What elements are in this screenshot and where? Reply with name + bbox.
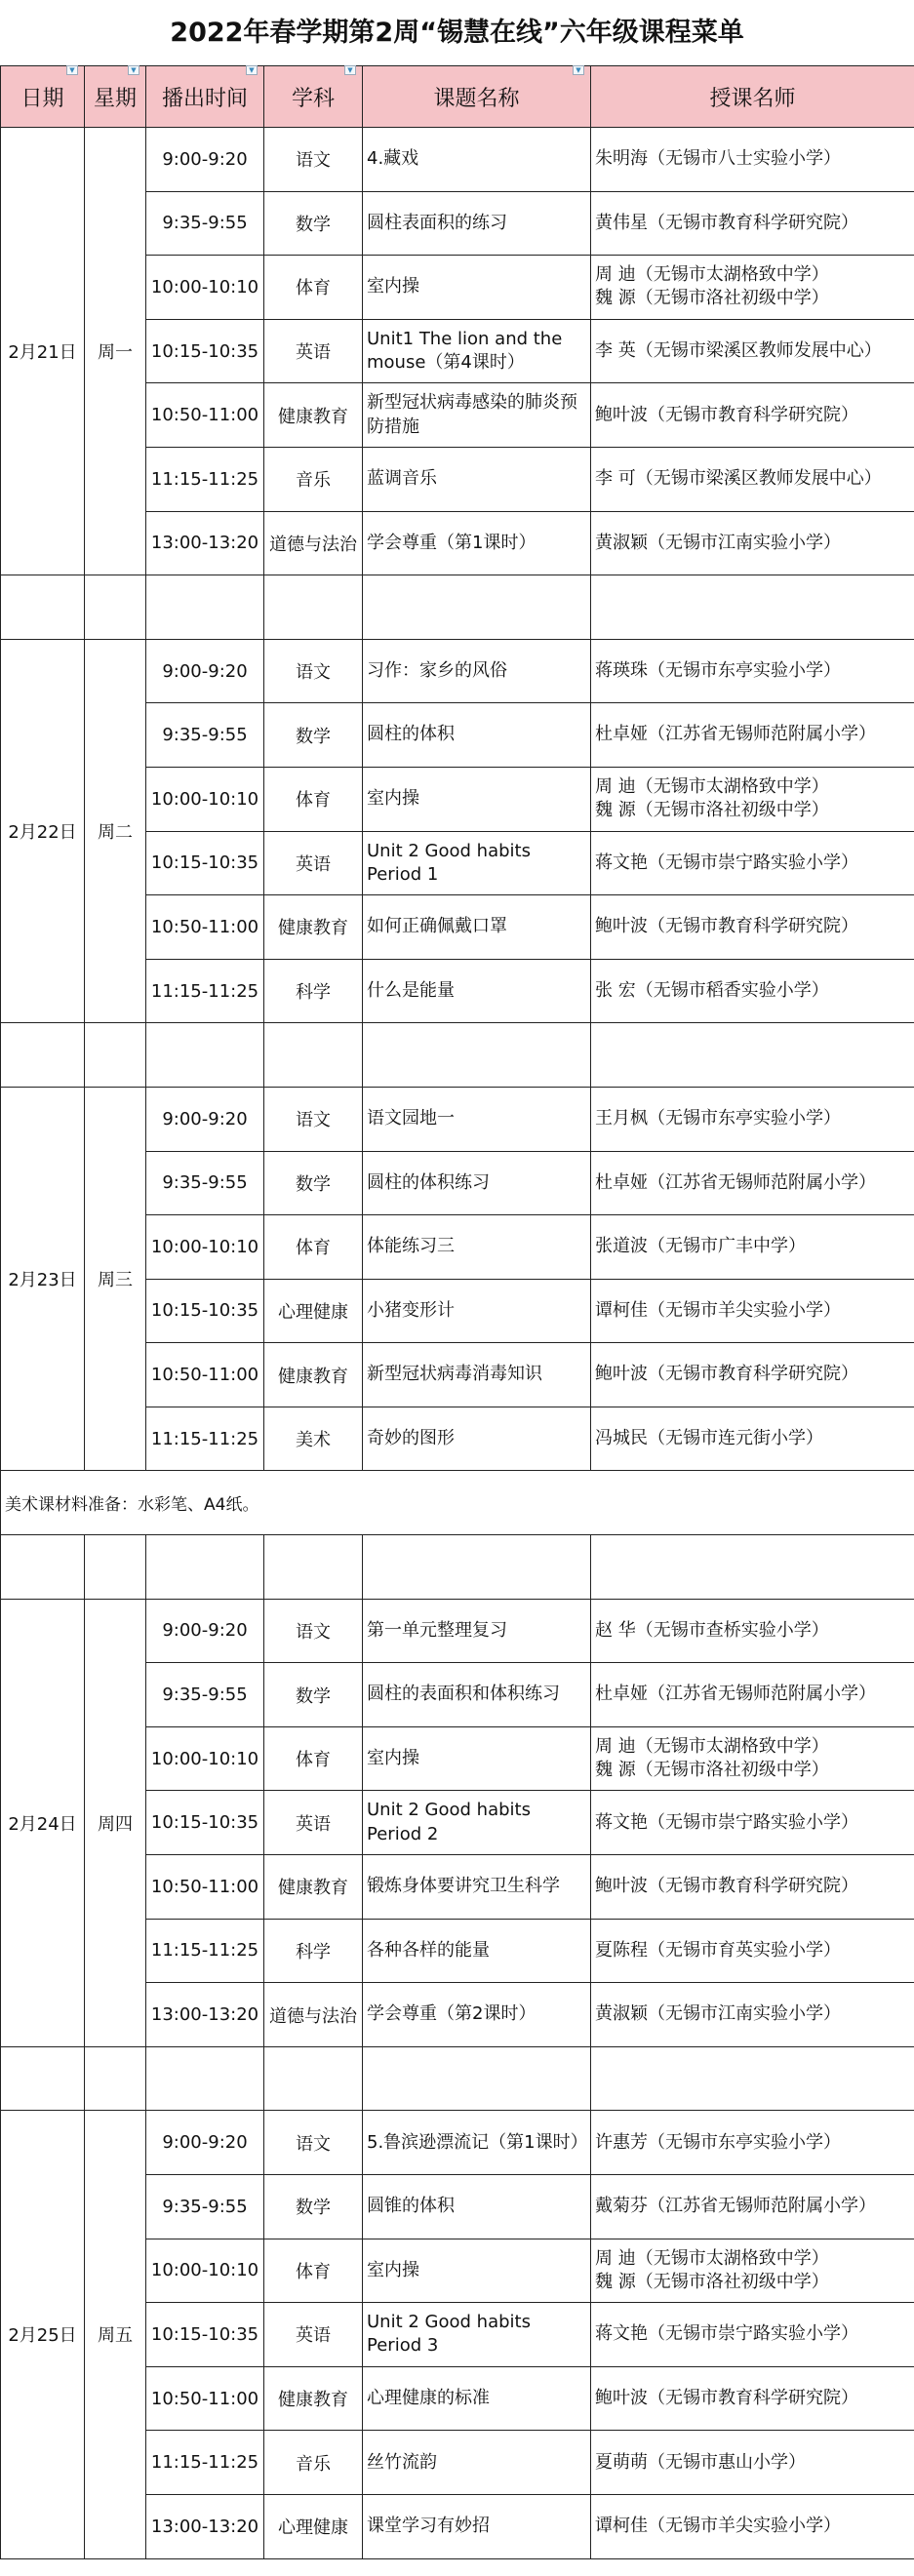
- lesson-row: [1, 1087, 914, 1151]
- topic-cell: 第一单元整理复习: [363, 1599, 591, 1663]
- topic-cell: 室内操: [363, 256, 591, 320]
- lesson-row: [1, 1599, 914, 1663]
- note-row: [1, 1471, 914, 1535]
- time-cell: 10:15-10:35: [146, 2303, 264, 2367]
- filter-dropdown-icon[interactable]: ▼: [66, 65, 78, 75]
- topic-cell: Unit 2 Good habits Period 2: [363, 1791, 591, 1855]
- time-cell: 9:35-9:55: [146, 191, 264, 256]
- header-weekday: [85, 66, 146, 128]
- time-cell: 9:00-9:20: [146, 1599, 264, 1663]
- topic-cell: 圆柱的表面积和体积练习: [363, 1663, 591, 1727]
- teacher-name: 鲍叶波（无锡市教育科学研究院）: [595, 1364, 858, 1385]
- time-cell: 10:00-10:10: [146, 2239, 264, 2303]
- teacher-name: 张 宏（无锡市稻香实验小学）: [595, 979, 829, 1001]
- topic-cell: Unit1 The lion and the mouse（第4课时）: [363, 319, 591, 383]
- header-topic: [363, 66, 591, 128]
- time-cell: 9:00-9:20: [146, 128, 264, 192]
- weekday-cell: 周一: [85, 128, 146, 575]
- blank-separator-row: [1, 2046, 914, 2111]
- teacher-cell: [591, 2239, 914, 2303]
- time-cell: 10:15-10:35: [146, 319, 264, 383]
- teacher-name: 鲍叶波（无锡市教育科学研究院）: [595, 1876, 858, 1897]
- teacher-cell: [591, 2431, 914, 2495]
- blank-separator-row: [1, 1023, 914, 1088]
- teacher-cell: [591, 1983, 914, 2047]
- subject-cell: 体育: [264, 767, 363, 831]
- topic-cell: Unit 2 Good habits Period 3: [363, 2303, 591, 2367]
- empty-cell: [146, 2046, 264, 2111]
- time-cell: 9:00-9:20: [146, 639, 264, 703]
- empty-cell: [264, 1023, 363, 1088]
- time-cell: 10:50-11:00: [146, 1855, 264, 1920]
- time-cell: 10:15-10:35: [146, 1791, 264, 1855]
- schedule-table: [0, 65, 914, 2559]
- weekday-cell: 周四: [85, 1599, 146, 2046]
- teacher-name: 许惠芳（无锡市东亭实验小学）: [595, 2131, 841, 2153]
- empty-cell: [1, 2046, 85, 2111]
- subject-cell: 健康教育: [264, 895, 363, 960]
- topic-cell: 室内操: [363, 767, 591, 831]
- subject-cell: 数学: [264, 191, 363, 256]
- subject-cell: 数学: [264, 1663, 363, 1727]
- page-title: 2022年春学期第2周“锡慧在线”六年级课程菜单: [170, 18, 744, 48]
- header-time-label: 播出时间: [161, 86, 248, 111]
- subject-cell: 语文: [264, 1599, 363, 1663]
- table-header-row: [1, 66, 914, 128]
- teacher-name: 魏 源（无锡市洛社初级中学）: [595, 288, 829, 309]
- header-subject: [264, 66, 363, 128]
- subject-cell: 音乐: [264, 2431, 363, 2495]
- topic-cell: 习作：家乡的风俗: [363, 639, 591, 703]
- topic-cell: 小猪变形计: [363, 1279, 591, 1343]
- teacher-cell: [591, 1343, 914, 1407]
- topic-cell: 语文园地一: [363, 1087, 591, 1151]
- teacher-cell: [591, 1791, 914, 1855]
- topic-cell: 圆柱表面积的练习: [363, 191, 591, 256]
- time-cell: 9:35-9:55: [146, 1151, 264, 1215]
- header-subject-label: 学科: [291, 86, 335, 111]
- topic-cell: 如何正确佩戴口罩: [363, 895, 591, 960]
- teacher-cell: [591, 895, 914, 960]
- teacher-cell: [591, 511, 914, 575]
- art-materials-note: 美术课材料准备：水彩笔、A4纸。: [1, 1471, 914, 1535]
- teacher-name: 鲍叶波（无锡市教育科学研究院）: [595, 2387, 858, 2408]
- teacher-cell: [591, 1215, 914, 1280]
- teacher-cell: [591, 1919, 914, 1983]
- subject-cell: 道德与法治: [264, 511, 363, 575]
- header-time: [146, 66, 264, 128]
- teacher-cell: [591, 639, 914, 703]
- subject-cell: 心理健康: [264, 2494, 363, 2558]
- teacher-cell: [591, 959, 914, 1023]
- schedule-body: [1, 128, 914, 2559]
- blank-separator-row: [1, 575, 914, 640]
- teacher-name: 黄伟星（无锡市教育科学研究院）: [595, 212, 858, 233]
- topic-cell: 室内操: [363, 1726, 591, 1791]
- subject-cell: 科学: [264, 959, 363, 1023]
- teacher-name: 鲍叶波（无锡市教育科学研究院）: [595, 916, 858, 937]
- teacher-cell: [591, 1151, 914, 1215]
- empty-cell: [363, 1535, 591, 1600]
- empty-cell: [1, 1535, 85, 1600]
- teacher-cell: [591, 191, 914, 256]
- topic-cell: 学会尊重（第1课时）: [363, 511, 591, 575]
- time-cell: 10:15-10:35: [146, 831, 264, 895]
- date-cell: 2月23日: [1, 1087, 85, 1471]
- empty-cell: [363, 1023, 591, 1088]
- teacher-cell: [591, 1407, 914, 1471]
- filter-dropdown-icon[interactable]: ▼: [344, 65, 356, 75]
- subject-cell: 语文: [264, 639, 363, 703]
- header-topic-label: 课题名称: [433, 86, 520, 111]
- empty-cell: [363, 575, 591, 640]
- time-cell: 13:00-13:20: [146, 511, 264, 575]
- time-cell: 11:15-11:25: [146, 1919, 264, 1983]
- teacher-cell: [591, 2366, 914, 2431]
- empty-cell: [85, 1535, 146, 1600]
- topic-cell: 蓝调音乐: [363, 447, 591, 511]
- teacher-name: 冯城民（无锡市连元街小学）: [595, 1428, 823, 1449]
- teacher-name: 蒋文艳（无锡市崇宁路实验小学）: [595, 1811, 858, 1833]
- teacher-cell: [591, 2111, 914, 2175]
- teacher-cell: [591, 1726, 914, 1791]
- blank-separator-row: [1, 1535, 914, 1600]
- time-cell: 10:50-11:00: [146, 895, 264, 960]
- weekday-cell: 周三: [85, 1087, 146, 1471]
- date-cell: 2月22日: [1, 639, 85, 1023]
- teacher-name: 周 迪（无锡市太湖格致中学）: [595, 1735, 829, 1757]
- subject-cell: 体育: [264, 1215, 363, 1280]
- topic-cell: 什么是能量: [363, 959, 591, 1023]
- time-cell: 10:50-11:00: [146, 383, 264, 448]
- empty-cell: [264, 2046, 363, 2111]
- filter-dropdown-icon[interactable]: ▼: [573, 65, 584, 75]
- teacher-cell: [591, 319, 914, 383]
- header-weekday-label: 星期: [93, 86, 137, 111]
- teacher-name: 夏陈程（无锡市育英实验小学）: [595, 1939, 841, 1961]
- subject-cell: 英语: [264, 2303, 363, 2367]
- teacher-cell: [591, 256, 914, 320]
- empty-cell: [146, 1535, 264, 1600]
- subject-cell: 心理健康: [264, 1279, 363, 1343]
- time-cell: 11:15-11:25: [146, 1407, 264, 1471]
- empty-cell: [264, 575, 363, 640]
- subject-cell: 英语: [264, 831, 363, 895]
- lesson-row: [1, 2111, 914, 2175]
- teacher-cell: [591, 1279, 914, 1343]
- empty-cell: [146, 1023, 264, 1088]
- subject-cell: 语文: [264, 2111, 363, 2175]
- header-date: [1, 66, 85, 128]
- header-teacher: [591, 66, 914, 128]
- teacher-name: 张道波（无锡市广丰中学）: [595, 1236, 806, 1257]
- teacher-cell: [591, 767, 914, 831]
- teacher-name: 魏 源（无锡市洛社初级中学）: [595, 2271, 829, 2292]
- teacher-name: 蒋瑛珠（无锡市东亭实验小学）: [595, 659, 841, 681]
- teacher-name: 杜卓娅（江苏省无锡师范附属小学）: [595, 1684, 876, 1705]
- teacher-name: 魏 源（无锡市洛社初级中学）: [595, 800, 829, 821]
- time-cell: 11:15-11:25: [146, 2431, 264, 2495]
- teacher-name: 蒋文艳（无锡市崇宁路实验小学）: [595, 852, 858, 873]
- teacher-cell: [591, 383, 914, 448]
- teacher-cell: [591, 2175, 914, 2239]
- subject-cell: 音乐: [264, 447, 363, 511]
- subject-cell: 数学: [264, 1151, 363, 1215]
- empty-cell: [85, 575, 146, 640]
- subject-cell: 健康教育: [264, 1343, 363, 1407]
- teacher-name: 杜卓娅（江苏省无锡师范附属小学）: [595, 1171, 876, 1193]
- time-cell: 10:00-10:10: [146, 767, 264, 831]
- weekday-cell: 周五: [85, 2111, 146, 2558]
- topic-cell: 新型冠状病毒感染的肺炎预防措施: [363, 383, 591, 448]
- time-cell: 10:15-10:35: [146, 1279, 264, 1343]
- empty-cell: [591, 575, 914, 640]
- teacher-cell: [591, 447, 914, 511]
- empty-cell: [591, 2046, 914, 2111]
- teacher-name: 谭柯佳（无锡市羊尖实验小学）: [595, 2516, 841, 2537]
- empty-cell: [1, 1023, 85, 1088]
- teacher-name: 王月枫（无锡市东亭实验小学）: [595, 1108, 841, 1129]
- time-cell: 9:35-9:55: [146, 1663, 264, 1727]
- teacher-name: 夏萌萌（无锡市惠山小学）: [595, 2451, 806, 2473]
- teacher-name: 朱明海（无锡市八士实验小学）: [595, 148, 841, 170]
- date-cell: 2月21日: [1, 128, 85, 575]
- subject-cell: 健康教育: [264, 1855, 363, 1920]
- empty-cell: [146, 575, 264, 640]
- subject-cell: 体育: [264, 256, 363, 320]
- date-cell: 2月24日: [1, 1599, 85, 2046]
- teacher-cell: [591, 2303, 914, 2367]
- teacher-name: 周 迪（无锡市太湖格致中学）: [595, 2247, 829, 2269]
- time-cell: 9:35-9:55: [146, 2175, 264, 2239]
- time-cell: 10:00-10:10: [146, 1215, 264, 1280]
- subject-cell: 语文: [264, 128, 363, 192]
- teacher-name: 黄淑颖（无锡市江南实验小学）: [595, 532, 841, 553]
- weekday-cell: 周二: [85, 639, 146, 1023]
- teacher-name: 李 英（无锡市梁溪区教师发展中心）: [595, 339, 882, 361]
- topic-cell: 5.鲁滨逊漂流记（第1课时）: [363, 2111, 591, 2175]
- time-cell: 9:35-9:55: [146, 703, 264, 768]
- teacher-cell: [591, 1599, 914, 1663]
- time-cell: 9:00-9:20: [146, 1087, 264, 1151]
- time-cell: 10:50-11:00: [146, 1343, 264, 1407]
- topic-cell: 体能练习三: [363, 1215, 591, 1280]
- teacher-cell: [591, 831, 914, 895]
- teacher-name: 蒋文艳（无锡市崇宁路实验小学）: [595, 2323, 858, 2345]
- date-cell: 2月25日: [1, 2111, 85, 2558]
- teacher-cell: [591, 1087, 914, 1151]
- subject-cell: 英语: [264, 1791, 363, 1855]
- topic-cell: 丝竹流韵: [363, 2431, 591, 2495]
- subject-cell: 数学: [264, 2175, 363, 2239]
- topic-cell: 圆柱的体积: [363, 703, 591, 768]
- empty-cell: [85, 2046, 146, 2111]
- subject-cell: 英语: [264, 319, 363, 383]
- topic-cell: Unit 2 Good habits Period 1: [363, 831, 591, 895]
- time-cell: 10:00-10:10: [146, 1726, 264, 1791]
- filter-dropdown-icon[interactable]: ▼: [246, 65, 258, 75]
- subject-cell: 语文: [264, 1087, 363, 1151]
- topic-cell: 锻炼身体要讲究卫生科学: [363, 1855, 591, 1920]
- teacher-name: 谭柯佳（无锡市羊尖实验小学）: [595, 1299, 841, 1321]
- time-cell: 10:00-10:10: [146, 256, 264, 320]
- teacher-cell: [591, 2494, 914, 2558]
- teacher-name: 魏 源（无锡市洛社初级中学）: [595, 1760, 829, 1781]
- time-cell: 11:15-11:25: [146, 959, 264, 1023]
- empty-cell: [85, 1023, 146, 1088]
- subject-cell: 体育: [264, 2239, 363, 2303]
- teacher-cell: [591, 1855, 914, 1920]
- empty-cell: [591, 1023, 914, 1088]
- subject-cell: 道德与法治: [264, 1983, 363, 2047]
- topic-cell: 奇妙的图形: [363, 1407, 591, 1471]
- teacher-cell: [591, 703, 914, 768]
- subject-cell: 体育: [264, 1726, 363, 1791]
- time-cell: 10:50-11:00: [146, 2366, 264, 2431]
- topic-cell: 课堂学习有妙招: [363, 2494, 591, 2558]
- time-cell: 9:00-9:20: [146, 2111, 264, 2175]
- subject-cell: 科学: [264, 1919, 363, 1983]
- header-teacher-label: 授课名师: [709, 86, 796, 111]
- teacher-name: 李 可（无锡市梁溪区教师发展中心）: [595, 468, 882, 490]
- topic-cell: 室内操: [363, 2239, 591, 2303]
- teacher-name: 周 迪（无锡市太湖格致中学）: [595, 264, 829, 286]
- topic-cell: 学会尊重（第2课时）: [363, 1983, 591, 2047]
- lesson-row: [1, 639, 914, 703]
- topic-cell: 心理健康的标准: [363, 2366, 591, 2431]
- time-cell: 13:00-13:20: [146, 2494, 264, 2558]
- empty-cell: [591, 1535, 914, 1600]
- subject-cell: 健康教育: [264, 383, 363, 448]
- teacher-name: 黄淑颖（无锡市江南实验小学）: [595, 2003, 841, 2025]
- empty-cell: [363, 2046, 591, 2111]
- teacher-name: 鲍叶波（无锡市教育科学研究院）: [595, 404, 858, 425]
- teacher-name: 戴菊芬（江苏省无锡师范附属小学）: [595, 2196, 876, 2217]
- lesson-row: [1, 128, 914, 192]
- teacher-name: 杜卓娅（江苏省无锡师范附属小学）: [595, 724, 876, 745]
- teacher-cell: [591, 128, 914, 192]
- topic-cell: 新型冠状病毒消毒知识: [363, 1343, 591, 1407]
- subject-cell: 美术: [264, 1407, 363, 1471]
- teacher-name: 周 迪（无锡市太湖格致中学）: [595, 775, 829, 797]
- topic-cell: 圆柱的体积练习: [363, 1151, 591, 1215]
- filter-dropdown-icon[interactable]: ▼: [128, 65, 139, 75]
- topic-cell: 圆锥的体积: [363, 2175, 591, 2239]
- teacher-name: 赵 华（无锡市查桥实验小学）: [595, 1619, 829, 1641]
- empty-cell: [1, 575, 85, 640]
- topic-cell: 各种各样的能量: [363, 1919, 591, 1983]
- topic-cell: 4.藏戏: [363, 128, 591, 192]
- header-date-label: 日期: [20, 86, 64, 111]
- empty-cell: [264, 1535, 363, 1600]
- subject-cell: 健康教育: [264, 2366, 363, 2431]
- subject-cell: 数学: [264, 703, 363, 768]
- time-cell: 13:00-13:20: [146, 1983, 264, 2047]
- teacher-cell: [591, 1663, 914, 1727]
- time-cell: 11:15-11:25: [146, 447, 264, 511]
